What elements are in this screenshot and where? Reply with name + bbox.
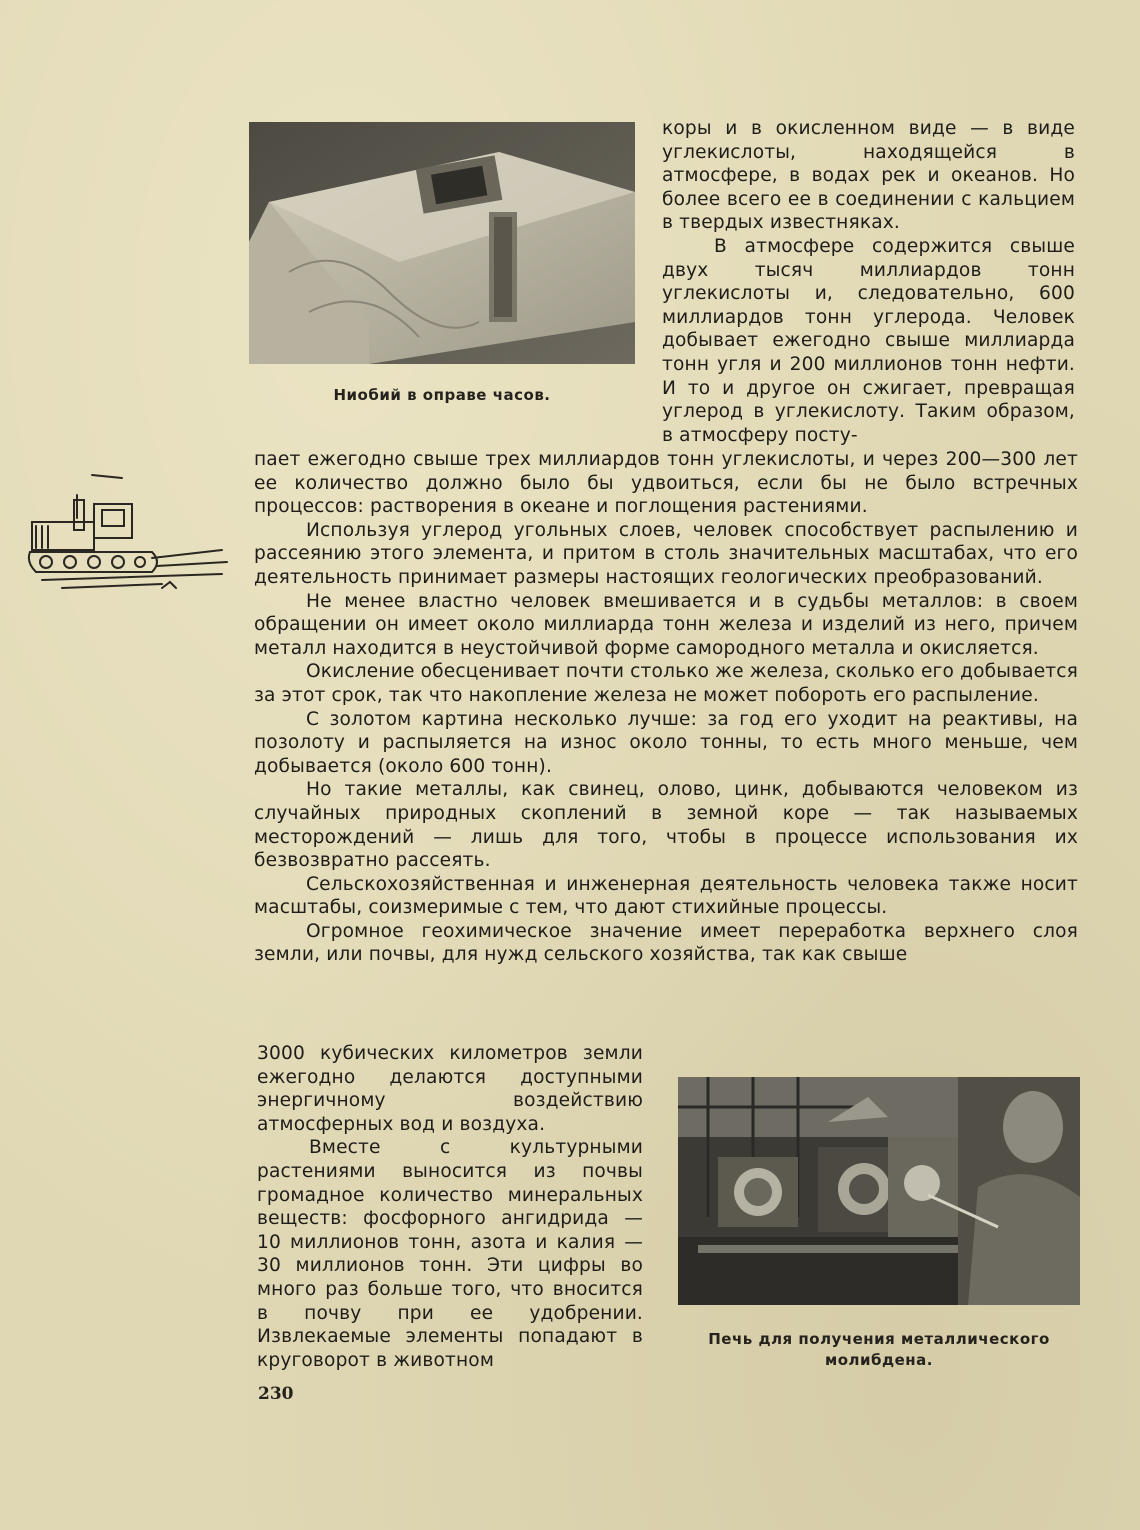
furnace-caption-line2: молибдена.: [824, 1351, 933, 1369]
top-right-column: [662, 117, 1075, 447]
paragraph: Окисление обесценивает почти столько же железа, сколько его добывается за этот срок, так что накопление железа не может побороть его распыление.: [254, 661, 1078, 706]
main-text-block: [254, 448, 1078, 967]
paragraph: коры и в окисленном виде — в виде углекислоты, находящейся в атмосфере, в водах рек и океанов. Но более всего ее в соединении с кальцием в твердых известняках.: [662, 118, 1075, 234]
paragraph: Используя углерод угольных слоев, человек способствует распылению и рассеянию этого элемента, и притом в столь значительных масштабах, что его деятельность принимает размеры настоящих геологических преобразований.: [254, 519, 1078, 588]
molybdenum-furnace-photo: [678, 1077, 1080, 1305]
niobium-watch-photo: [249, 122, 635, 364]
paragraph: В атмосфере содержится свыше двух тысяч миллиардов тонн углекислоты и, следовательно, 600 миллиардов тонн углерода. Человек добывает ежегодно свыше миллиарда тонн угля и 200 миллионов тонн нефти. И то и другое он сжигает, превращая углерод в углекислоту. Таким образом, в атмосферу посту-: [662, 235, 1075, 446]
tractor-sketch-icon: [22, 470, 232, 600]
niobium-watch-image: [249, 122, 635, 364]
furnace-caption: [678, 1329, 1080, 1371]
paragraph: Сельскохозяйственная и инженерная деятельность человека также носит масштабы, соизмеримые с тем, что дают стихийные процессы.: [254, 873, 1078, 919]
watch-caption: Ниобий в оправе часов.: [333, 386, 551, 404]
furnace-caption-line1: Печь для получения металлического: [708, 1330, 1050, 1348]
molybdenum-furnace-image: [678, 1077, 1080, 1305]
bottom-left-column: [257, 1042, 643, 1372]
paragraph: Но такие металлы, как свинец, олово, цинк, добываются человеком из случайных природных скоплений в земной коре — так называемых месторождений — лишь для того, чтобы в процессе использования их безвозвратно рассеять.: [254, 779, 1078, 872]
paragraph: Огромное геохимическое значение имеет переработка верхнего слоя земли, или почвы, для нужд сельского хозяйства, так как свыше: [254, 920, 1078, 966]
page-number: 230: [258, 1384, 294, 1404]
paragraph: 3000 кубических километров земли ежегодно делаются доступными энергичному воздействию атмосферных вод и воздуха.: [257, 1043, 643, 1135]
paragraph: С золотом картина несколько лучше: за год его уходит на реактивы, на позолоту и распыляется на износ около тонны, то есть много меньше, чем добывается (около 600 тонн).: [254, 708, 1078, 777]
paragraph: Не менее властно человек вмешивается и в судьбы металлов: в своем обращении он имеет около миллиарда тонн железа и изделий из него, причем металл находится в неустойчивой форме самородного металла и окисляется.: [254, 590, 1078, 659]
paragraph: Вместе с культурными растениями выносится из почвы громадное количество минеральных веществ: фосфорного ангидрида — 10 миллионов тонн, азота и калия — 30 миллионов тонн. Эти цифры во много раз больше того, что вносится в почву при ее удобрении. Извлекаемые элементы попадают в круговорот в животном: [257, 1137, 643, 1371]
paragraph: пает ежегодно свыше трех миллиардов тонн углекислоты, и через 200—300 лет ее количество должно было бы удвоиться, если бы не было встречных процессов: растворения в океане и поглощения растениями.: [254, 449, 1078, 518]
